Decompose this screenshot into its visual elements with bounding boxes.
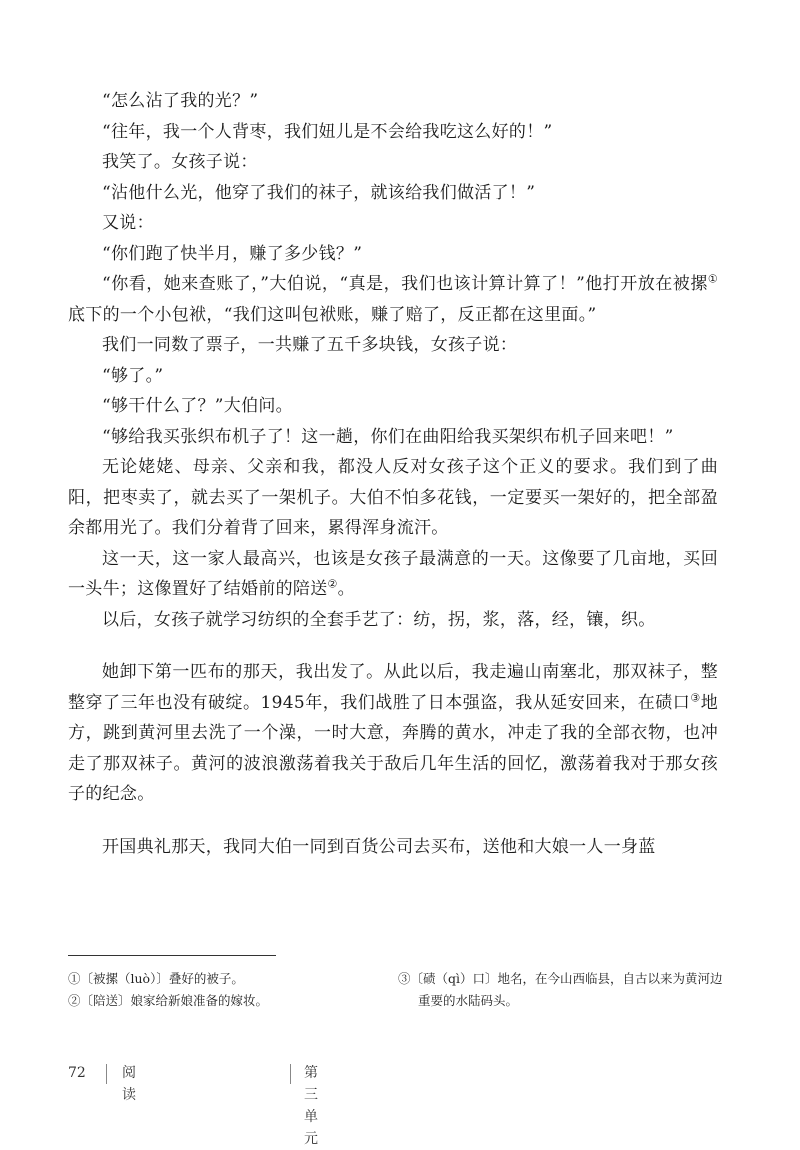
paragraph-text: 底下的一个小包袱，“我们这叫包袱账，赚了赔了，反正都在这里面。”	[68, 304, 597, 325]
paragraph: 以后，女孩子就学习纺织的全套手艺了：纺，拐，浆，落，经，镶，织。	[102, 609, 656, 630]
page-number: 72	[68, 1065, 86, 1081]
paragraph-text: 这一天，这一家人最高兴，也该是女孩子最满意的一天。这像要了几亩地，买回一头牛；这像置好了结婚前的陪送	[68, 548, 718, 599]
paragraph-text: 。	[337, 579, 355, 599]
section-gap	[68, 635, 718, 657]
paragraph-text: 地方，跳到黄河里去洗了一个澡，一时大意，奔腾的黄水，冲走了我的全部衣物，也冲走了那双袜子。黄河的波浪激荡着我关于敌后几年生活的回忆，激荡着我对于那女孩子的纪念。	[68, 692, 718, 804]
footnote-mark: ①	[707, 272, 718, 286]
paragraph: 开国典礼那天，我同大伯一同到百货公司去买布，送他和大娘一人一身蓝	[102, 836, 656, 857]
footnote-rule	[68, 955, 276, 956]
paragraph: 我笑了。女孩子说：	[102, 152, 258, 172]
book-title: 阅读	[122, 1065, 142, 1103]
paragraph: “够干什么了？”大伯问。	[102, 396, 293, 416]
footnote-2: ②〔陪送〕娘家给新娘准备的嫁妆。	[68, 993, 269, 1008]
section-gap	[68, 810, 718, 832]
paragraph: “沾他什么光，他穿了我们的袜子，就该给我们做活了！”	[102, 182, 536, 203]
paragraph-text: 她卸下第一匹布的那天，我出发了。从此以后，我走遍山南塞北，那双袜子，整整穿了三年也没有破绽。1945年，我们战胜了日本强盗，我从延安回来，在碛口	[68, 662, 718, 713]
footer-divider	[290, 1064, 291, 1084]
paragraph: 又说：	[102, 213, 154, 233]
footnote-mark: ③	[690, 690, 701, 704]
paragraph: 无论姥姥、母亲、父亲和我，都没人反对女孩子这个正义的要求。我们到了曲阳，把枣卖了，就去买了一架机子。大伯不怕多花钱，一定要买一架好的，把全部盈余都用光了。我们分着背了回来，累得浑身流汗。	[68, 457, 718, 538]
paragraph: “往年，我一个人背枣，我们妞儿是不会给我吃这么好的！”	[102, 121, 553, 142]
paragraph	[68, 269, 718, 330]
paragraph: “够给我买张织布机子了！这一趟，你们在曲阳给我买架织布机子回来吧！”	[102, 426, 674, 447]
paragraph-text: “你看，她来查账了，”大伯说，“真是，我们也该计算计算了！”他打开放在被摞	[102, 274, 708, 294]
footer-divider	[106, 1064, 107, 1084]
body-text	[68, 86, 718, 862]
unit-title: 第三单元	[304, 1065, 318, 1147]
paragraph	[68, 544, 718, 605]
paragraph: “够了。”	[102, 365, 164, 386]
footnotes-left	[68, 968, 378, 1012]
paragraph: “你们跑了快半月，赚了多少钱？”	[102, 243, 363, 264]
paragraph: “怎么沾了我的光？”	[102, 91, 259, 111]
footnote-mark: ②	[327, 577, 338, 591]
footnote-1: ①〔被摞（luò）〕叠好的被子。	[68, 971, 244, 986]
paragraph	[68, 657, 718, 810]
footnote-3: ③〔碛（qì）口〕地名，在今山西临县，自古以来为黄河边重要的水陆码头。	[398, 971, 723, 1008]
paragraph: 我们一同数了票子，一共赚了五千多块钱，女孩子说：	[102, 335, 518, 355]
footnotes-right	[398, 968, 723, 1012]
